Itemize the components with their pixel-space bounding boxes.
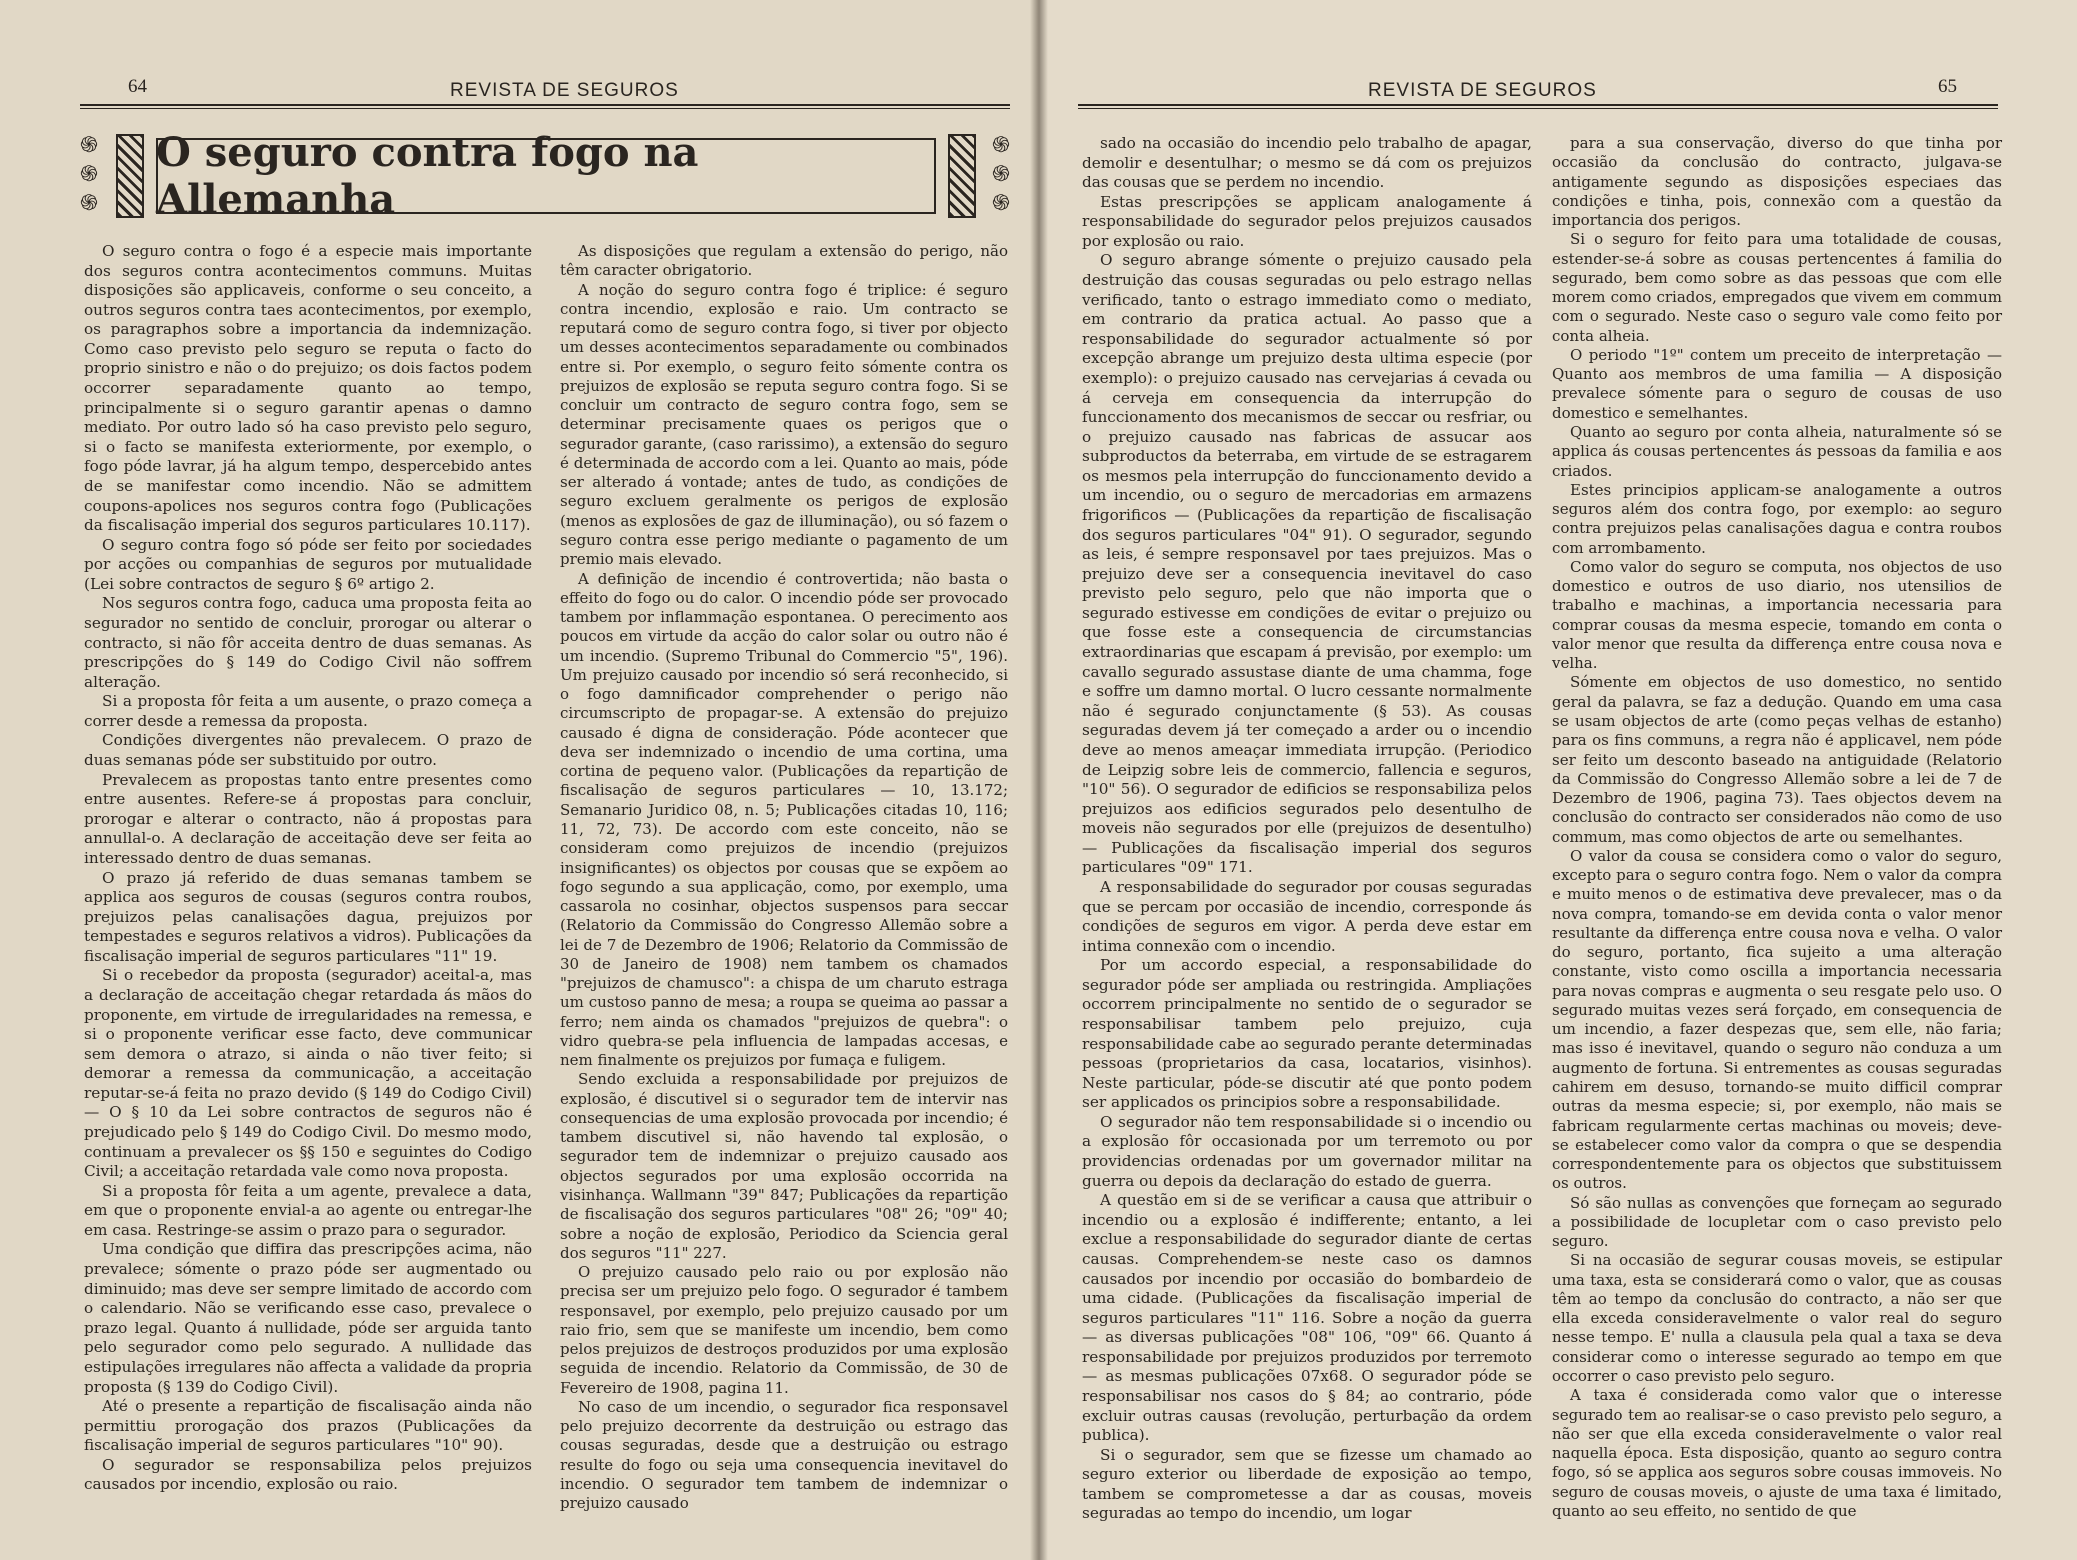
paragraph: Sómente em objectos de uso domestico, no sentido geral da palavra, se faz a dedução. Quando em uma casa se usam objectos de arte (como peças velhas de estanho) para os fins communs, a regra não é applicavel, nem póde ser feito um desconto baseado na antiguidade (Relatorio da Commissão do Congresso Allemão sobre a lei de 7 de Dezembro de 1906, pagina 73). Taes objectos devem na conclusão do contracto ser considerados não como de uso commum, mas como objectos de arte ou semelhantes. bbox=[1552, 673, 2002, 846]
paragraph: Sendo excluida a responsabilidade por prejuizos de explosão, é discutivel si o segurador tem de intervir nas consequencias de uma explosão provocada por incendio; é tambem discutivel si, não havendo tal explosão, o segurador tem de indemnizar o prejuizo causado aos objectos segurados por uma explosão occorrida na visinhança. Wallmann "39" 847; Publicações da repartição de fiscalisação dos seguros particulares "08" 26; "09" 40; sobre a noção de explosão, Periodico da Sciencia geral dos seguros "11" 227. bbox=[560, 1070, 1008, 1262]
paragraph: Si a proposta fôr feita a um ausente, o prazo começa a correr desde a remessa da proposta. bbox=[84, 692, 532, 730]
paragraph: A taxa é considerada como valor que o interesse segurado tem ao realisar-se o caso previsto pelo seguro, a não ser que ella exceda consideravelmente o valor real naquella época. Esta disposição, quanto ao seguro contra fogo, só se applica aos seguros sobre cousas immoveis. No seguro de cousas moveis, o ajuste de uma taxa é limitado, quanto ao seu effeito, no sentido de que bbox=[1552, 1386, 2002, 1520]
paragraph: para a sua conservação, diverso do que tinha por occasião da conclusão do contracto, julgava-se antigamente segundo as disposições especiaes das condições e tinha, pois, connexão com a questão da importancia dos perigos. bbox=[1552, 134, 2002, 230]
paragraph: O seguro contra fogo só póde ser feito por sociedades por acções ou companhias de seguros por mutualidade (Lei sobre contractos de seguro § 6º artigo 2. bbox=[84, 535, 532, 593]
paragraph: Estas prescripções se applicam analogamente á responsabilidade do segurador pelos prejuizos causados por explosão ou raio. bbox=[1082, 192, 1532, 250]
page-number: 64 bbox=[128, 76, 147, 97]
paragraph: Até o presente a repartição de fiscalisação ainda não permittiu prorogação dos prazos (Publicações da fiscalisação imperial de seguros particulares "10" 90). bbox=[84, 1397, 532, 1455]
paragraph: O periodo "1º" contem um preceito de interpretação — Quanto aos membros de uma familia — A disposição prevalece sómente para o seguro de cousas de uso domestico e semelhantes. bbox=[1552, 345, 2002, 422]
ornament-block-left-icon bbox=[116, 134, 144, 218]
paragraph: O valor da cousa se considera como o valor do seguro, excepto para o seguro contra fogo. Nem o valor da compra e muito menos o de estimativa deve prevalecer, mas o da nova compra, tomando-se em devida conta o valor menor resultante da differença entre cousa nova e velha. O valor do seguro, portanto, fica sujeito a uma alteração constante, visto como oscilla a importancia necessaria para novas compras e augmenta o seu resgate pelo uso. O segurado muitas vezes será forçado, em consequencia de um incendio, a fazer despezas que, sem elle, não faria; mas isso é inevitavel, quando o seguro não conduza a um augmento de fortuna. Si entrementes as cousas seguradas cahirem em desuso, tornando-se muito difficil comprar outras da mesma especie; si, por exemplo, não mais se fabricam regularmente certas machinas ou moveis; deve-se estabelecer como valor da compra o que se despendia correspondentemente para os objectos que substituissem os outros. bbox=[1552, 846, 2002, 1193]
paragraph: A responsabilidade do segurador por cousas seguradas que se percam por occasião de incendio, corresponde ás condições de seguros em vigor. A perda deve estar em intima connexão com o incendio. bbox=[1082, 877, 1532, 955]
ornament-right-icon: ֍ ֍ ֍ bbox=[992, 133, 1010, 216]
paragraph: A noção do seguro contra fogo é triplice: é seguro contra incendio, explosão e raio. Um contracto se reputará como de seguro contra fogo, si tiver por objecto um desses acontecimentos separadamente ou combinados entre si. Por exemplo, o seguro feito sómente contra os prejuizos de explosão se reputa seguro contra fogo. Si se concluir um contracto de seguro contra fogo, sem se determinar precisamente quaes os perigos que o segurador garante, (caso rarissimo), a extensão do seguro é determinada de accordo com a lei. Quanto ao mais, póde ser alterado á vontade; antes de tudo, as condições de seguro excluem geralmente os perigos de explosão (menos as explosões de gaz de illuminação), ou só fazem o seguro contra esse perigo mediante o pagamento de um premio mais elevado. bbox=[560, 280, 1008, 569]
paragraph: Si o segurador, sem que se fizesse um chamado ao seguro exterior ou liberdade de exposição ao tempo, tambem se comprometesse a dar as cousas, moveis seguradas ao tempo do incendio, um logar bbox=[1082, 1445, 1532, 1523]
paragraph: Quanto ao seguro por conta alheia, naturalmente só se applica ás cousas pertencentes ás pessoas da familia e aos criados. bbox=[1552, 422, 2002, 480]
paragraph: Como valor do seguro se computa, nos objectos de uso domestico e outros de uso diario, nos utensilios de trabalho e machinas, a importancia necessaria para comprar cousas da mesma especie, tomando em conta o valor menor que resulta da differença entre cousa nova e velha. bbox=[1552, 557, 2002, 673]
paragraph: Uma condição que diffira das prescripções acima, não prevalece; sómente o prazo póde ser augmentado ou diminuido; mas deve ser sempre limitado de accordo com o calendario. Não se verificando esse caso, prevalece o prazo legal. Quanto á nullidade, póde ser arguida tanto pelo segurador como pelo segurado. A nullidade das estipulações irregulares não affecta a validade da propria proposta (§ 139 do Codigo Civil). bbox=[84, 1240, 532, 1396]
header-rule-thin bbox=[1078, 108, 1998, 109]
text-column-1 bbox=[1082, 134, 1532, 1524]
paragraph: A questão em si de se verificar a causa que attribuir o incendio ou a explosão é indifferente; entanto, a lei exclue a responsabilidade do segurador diante de certas causas. Comprehendem-se neste caso os damnos causados por incendio por occasião do bombardeio de uma cidade. (Publicações da fiscalisação imperial de seguros particulares "11" 116. Sobre a noção da guerra — as diversas publicações "08" 106, "09" 66. Quanto á responsabilidade por prejuizos produzidos por terremoto — as mesmas publicações 07x68. O segurador póde se responsabilisar nos casos do § 84; ao contrario, póde excluir outras causas (revolução, perturbação da ordem publica). bbox=[1082, 1191, 1532, 1445]
paragraph: Si o seguro for feito para uma totalidade de cousas, estender-se-á sobre as cousas pertencentes á familia do segurado, bem como sobre as das pessoas que com elle morem como criados, empregados que vivem em commum com o segurado. Neste caso o seguro vale como feito por conta alheia. bbox=[1552, 230, 2002, 345]
paragraph: Estes principios applicam-se analogamente a outros seguros além dos contra fogo, por exemplo: ao seguro contra prejuizos pelas canalisações dagua e contra roubos com arrombamento. bbox=[1552, 480, 2002, 557]
page-number: 65 bbox=[1938, 76, 1957, 97]
paragraph: No caso de um incendio, o segurador fica responsavel pelo prejuizo decorrente da destruição ou estrago das cousas seguradas, desde que a destruição ou estrago resulte do fogo ou seja uma consequencia inevitavel do incendio. O segurador tem tambem de indemnizar o prejuizo causado bbox=[560, 1397, 1008, 1513]
paragraph: Si a proposta fôr feita a um agente, prevalece a data, em que o proponente envial-a ao agente ou entregar-lhe em casa. Restringe-se assim o prazo para o segurador. bbox=[84, 1181, 532, 1239]
text-column-2 bbox=[560, 242, 1008, 1514]
paragraph: Si na occasião de segurar cousas moveis, se estipular uma taxa, esta se considerará como o valor, que as cousas têm ao tempo da conclusão do contracto, a não ser que ella exceda consideravelmente o valor real do seguro nesse tempo. E' nulla a clausula pela qual a taxa se deva considerar como o interesse segurado ao tempo em que occorrer o caso previsto pelo seguro. bbox=[1552, 1251, 2002, 1385]
article-title: O seguro contra fogo na Allemanha bbox=[156, 129, 699, 223]
article-title-box bbox=[72, 129, 1020, 223]
paragraph: Condições divergentes não prevalecem. O prazo de duas semanas póde ser substituido por outro. bbox=[84, 731, 532, 770]
header-rule bbox=[80, 104, 1010, 106]
header-rule-thin bbox=[80, 108, 1010, 109]
paragraph: O seguro contra o fogo é a especie mais importante dos seguros contra acontecimentos communs. Muitas disposições são applicaveis, conforme o seu conceito, a outros seguros contra taes acontecimentos, por exemplo, os paragraphos sobre a importancia da indemnização. Como caso previsto pelo seguro se reputa o facto do proprio sinistro e não o do prejuizo; os dois factos podem occorrer separadamente quanto ao tempo, principalmente si o seguro garantir apenas o damno mediato. Por outro lado só ha caso previsto pelo seguro, si o facto se manifesta exteriormente, por exemplo, o fogo póde lavrar, já ha algum tempo, despercebido antes de se manifestar como incendio. Não se admittem coupons-apolices nos seguros contra fogo (Publicações da fiscalisação imperial dos seguros particulares 10.117). bbox=[84, 242, 532, 535]
running-head: REVISTA DE SEGUROS bbox=[1368, 80, 1597, 101]
paragraph: sado na occasião do incendio pelo trabalho de apagar, demolir e desentulhar; o mesmo se dá com os prejuizos das cousas que se perdem no incendio. bbox=[1082, 134, 1532, 192]
paragraph: O prazo já referido de duas semanas tambem se applica aos seguros de cousas (seguros contra roubos, prejuizos pelas canalisações dagua, prejuizos por tempestades e seguros relativos a vidros). Publicações da fiscalisação imperial de seguros particulares "11" 19. bbox=[84, 868, 532, 965]
paragraph: Si o recebedor da proposta (segurador) aceital-a, mas a declaração de acceitação chegar retardada ás mãos do proponente, em virtude de irregularidades na remessa, e si o proponente verificar esse facto, deve communicar sem demora o atrazo, si ainda o não tiver feito; si demorar a remessa da communicação, a acceitação reputar-se-á feita no prazo devido (§ 149 do Codigo Civil) — O § 10 da Lei sobre contractos de seguros não é prejudicado pelo § 149 do Codigo Civil. Do mesmo modo, continuam a prevalecer os §§ 150 e seguintes do Codigo Civil; a acceitação retardada vale como nova proposta. bbox=[84, 966, 532, 1181]
text-column-2 bbox=[1552, 134, 2002, 1521]
left-page bbox=[0, 0, 1038, 1560]
ornament-left-icon: ֍ ֍ ֍ bbox=[80, 133, 98, 216]
header-rule bbox=[1078, 104, 1998, 106]
paragraph: Prevalecem as propostas tanto entre presentes como entre ausentes. Refere-se á propostas para concluir, prorogar e alterar o contracto, não á propostas para annullal-o. A declaração de acceitação deve ser feita ao interessado dentro de duas semanas. bbox=[84, 770, 532, 867]
right-page bbox=[1038, 0, 2077, 1560]
paragraph: Só são nullas as convenções que forneçam ao segurado a possibilidade de locupletar com o caso previsto pelo seguro. bbox=[1552, 1193, 2002, 1251]
paragraph: O segurador não tem responsabilidade si o incendio ou a explosão fôr occasionada por um terremoto ou por providencias ordenadas por um governador militar na guerra ou depois da declaração do estado de guerra. bbox=[1082, 1112, 1532, 1190]
ornament-block-right-icon bbox=[948, 134, 976, 218]
paragraph: Nos seguros contra fogo, caduca uma proposta feita ao segurador no sentido de concluir, prorogar ou alterar o contracto, si não fôr acceita dentro de duas semanas. As prescripções do § 149 do Codigo Civil não soffrem alteração. bbox=[84, 594, 532, 691]
paragraph: O segurador se responsabiliza pelos prejuizos causados por incendio, explosão ou raio. bbox=[84, 1455, 532, 1494]
book-gutter bbox=[1030, 0, 1048, 1560]
paragraph: A definição de incendio é controvertida; não basta o effeito do fogo ou do calor. O incendio póde ser provocado tambem por inflammação espontanea. O perecimento aos poucos em virtude da acção do calor solar ou outro não é um incendio. (Supremo Tribunal do Commercio "5", 196). Um prejuizo causado por incendio só será reconhecido, si o fogo damnificador comprehender o perigo não circumscripto de propagar-se. A extensão do prejuizo causado é digna de consideração. Póde acontecer que deva ser indemnizado o incendio de uma cortina, uma cortina de pequeno valor. (Publicações da repartição de fiscalisação de seguros particulares — 10, 13.172; Semanario Juridico 08, n. 5; Publicações citadas 10, 116; 11, 72, 73). De accordo com este conceito, não se consideram como prejuizos de incendio (prejuizos insignificantes) os objectos por cousas que se expõem ao fogo segundo a sua applicação, como, por exemplo, uma cassarola no cosinhar, objectos suspensos para seccar (Relatorio da Commissão do Congresso Allemão sobre a lei de 7 de Dezembro de 1906; Relatorio da Commissão de 30 de Janeiro de 1908) nem tambem os chamados "prejuizos de chamusco": a chispa de um charuto estraga um custoso panno de mesa; a roupa se queima ao passar a ferro; nem ainda os chamados "prejuizos de quebra": o vidro quebra-se pela influencia de lampadas accesas, e nem finalmente os prejuizos por fumaça e fuligem. bbox=[560, 569, 1008, 1070]
paragraph: O seguro abrange sómente o prejuizo causado pela destruição das cousas seguradas ou pelo estrago nellas verificado, tanto o estrago immediato como o mediato, em contrario da pratica actual. Ao passo que a responsabilidade do segurador actualmente só por excepção abrange um prejuizo desta ultima especie (por exemplo): o prejuizo causado nas cervejarias á cevada ou á cerveja em consequencia da interrupção do funccionamento dos mecanismos de seccar ou resfriar, ou o prejuizo causado nas fabricas de assucar aos subproductos da beterraba, em virtude de se estragarem os mesmos pela interrupção do funccionamento devido a um incendio, ou o seguro de mercadorias em armazens frigorificos — (Publicações da repartição de fiscalisação dos seguros particulares "04" 91). O segurador, segundo as leis, é sempre responsavel por taes prejuizos. Mas o prejuizo deve ser a consequencia inevitavel do caso previsto pelo seguro, pelo que não importa que o segurado estivesse em condições de evitar o prejuizo ou que fosse este a consequencia de circumstancias extraordinarias que escapam á previsão, por exemplo: um cavallo segurado assustase diante de uma chamma, foge e soffre um damno mortal. O lucro cessante normalmente não é segurado conjunctamente (§ 53). As cousas seguradas devem já ter começado a arder ou o incendio deve ao menos ameaçar immediata irrupção. (Periodico de Leipzig sobre leis de commercio, fallencia e seguros, "10" 56). O segurador de edificios se responsabiliza pelos prejuizos aos edificios segurados pelo desentulho de moveis não segurados por elle (prejuizos de desentulho) — Publicações da fiscalisação imperial dos seguros particulares "09" 171. bbox=[1082, 251, 1532, 877]
text-column-1 bbox=[84, 242, 532, 1495]
paragraph: O prejuizo causado pelo raio ou por explosão não precisa ser um prejuizo pelo fogo. O segurador é tambem responsavel, por exemplo, pelo prejuizo causado por um raio frio, sem que se manifeste um incendio, bem como pelos prejuizos de destroços produzidos por uma explosão seguida de incendio. Relatorio da Commissão, de 30 de Fevereiro de 1908, pagina 11. bbox=[560, 1263, 1008, 1397]
paragraph: Por um accordo especial, a responsabilidade do segurador póde ser ampliada ou restringida. Ampliações occorrem principalmente no sentido de o segurador se responsabilisar tambem pelo prejuizo, cuja responsabilidade cabe ao segurado perante determinadas pessoas (proprietarios da casa, locatarios, visinhos). Neste particular, póde-se discutir até que ponto podem ser applicados os principios sobre a responsabilidade. bbox=[1082, 956, 1532, 1112]
paragraph: As disposições que regulam a extensão do perigo, não têm caracter obrigatorio. bbox=[560, 242, 1008, 280]
running-head: REVISTA DE SEGUROS bbox=[450, 80, 679, 101]
